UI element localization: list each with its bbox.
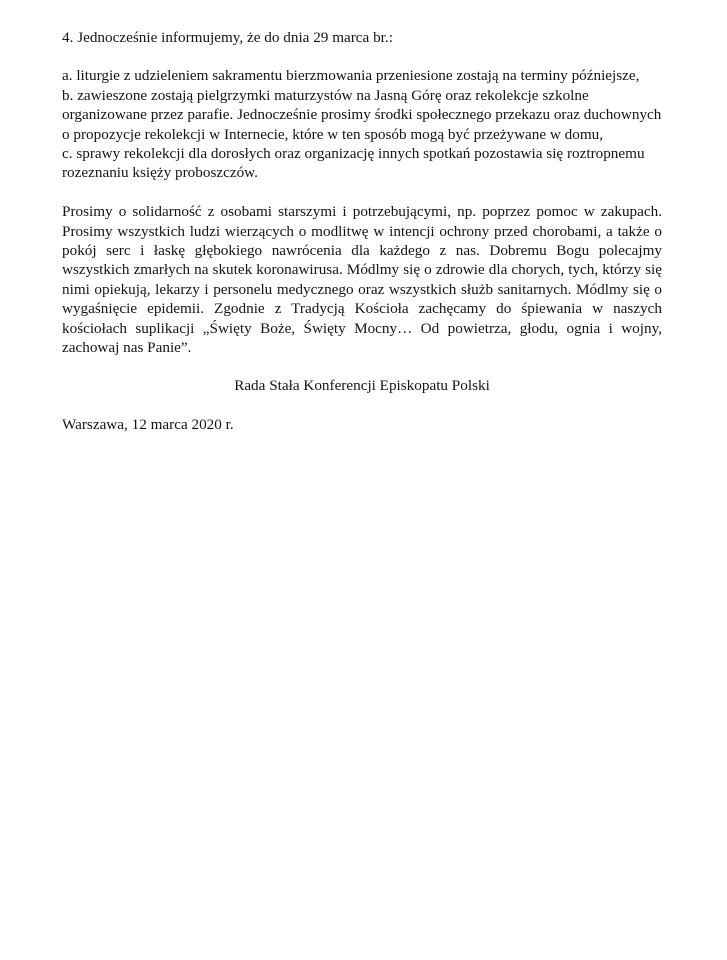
announcement-list (62, 66, 662, 182)
appeal-paragraph: Prosimy o solidarność z osobami starszymi i potrzebującymi, np. poprzez pomoc w zakupach. Prosimy wszystkich ludzi wierzących o modlitwę w intencji ochrony przed chorobami, a także o pokój serc i łaskę głębokiego nawrócenia dla każdego z nas. Dobremu Bogu polecajmy wszystkich zmarłych na skutek koronawirusa. Módlmy się o zdrowie dla chorych, tych, którzy się nimi opiekują, lekarzy i personelu medycznego oraz wszystkich służb sanitarnych. Módlmy się o wygaśnięcie epidemii. Zgodnie z Tradycją Kościoła zachęcamy do śpiewania w naszych kościołach suplikacji „Święty Boże, Święty Mocny… Od powietrza, głodu, ognia i wojny, zachowaj nas Panie”. (62, 203, 662, 357)
section-heading: 4. Jednocześnie informujemy, że do dnia 29 marca br.: (62, 29, 393, 46)
paragraph-spacer (62, 183, 662, 202)
signature-line: Rada Stała Konferencji Episkopatu Polski (234, 377, 490, 395)
list-item-a: a. liturgie z udzieleniem sakramentu bierzmowania przeniesione zostają na terminy późniejsze, (62, 67, 640, 85)
date-line: Warszawa, 12 marca 2020 r. (62, 415, 234, 433)
list-item-c: c. sprawy rekolekcji dla dorosłych oraz organizację innych spotkań pozostawia się roztropnemu rozeznaniu księży proboszczów. (62, 145, 645, 182)
document-body (62, 28, 662, 434)
list-item-b: b. zawieszone zostają pielgrzymki maturzystów na Jasną Górę oraz rekolekcje szkolne organizowane przez parafie. Jednocześnie prosimy środki społecznego przekazu oraz duchownych o propozycje rekolekcji w Internecie, które w ten sposób mogą być przeżywane w domu, (62, 86, 662, 143)
